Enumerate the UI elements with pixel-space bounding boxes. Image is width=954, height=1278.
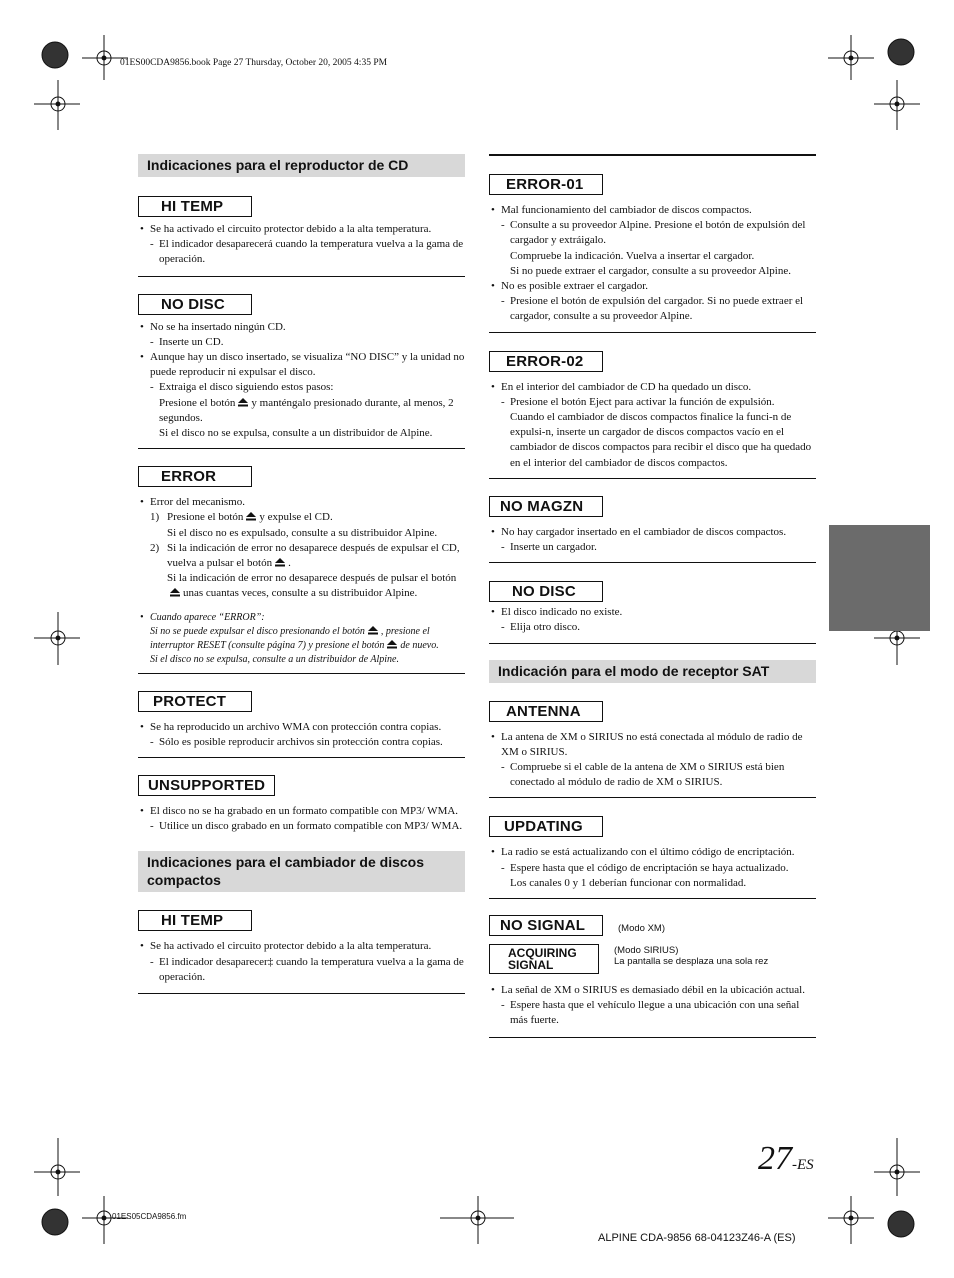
nosignal-dash: - Espere hasta que el vehículo llegue a una ubicación con una señal más fuerte. <box>489 998 816 1028</box>
hitemp2-bullet: • Se ha activado el circuito protector debido a la alta temperatura. <box>138 939 465 954</box>
nodisc2-label: NO DISC <box>489 581 603 602</box>
section-title-sat-receiver: Indicación para el modo de receptor SAT <box>489 660 816 683</box>
nomagzn-label: NO MAGZN <box>489 496 603 517</box>
section-title-cd-player: Indicaciones para el reproductor de CD <box>138 154 465 177</box>
eject-icon <box>387 640 397 649</box>
hitemp-section <box>138 196 465 268</box>
divider <box>489 797 816 798</box>
error-section <box>138 466 465 666</box>
error-note-1: Si no se puede expulsar el disco presionando el botón , presione el interruptor RESET (consulte página 7) y presione el botón de nuevo. <box>150 625 439 651</box>
footer-file: 01ES05CDA9856.fm <box>112 1212 187 1221</box>
nodisc-label: NO DISC <box>138 294 252 315</box>
scroll-caption: La pantalla se desplaza una sola rez <box>614 956 769 968</box>
unsupported-section <box>138 775 465 834</box>
error01-dash-1c: Si no puede extraer el cargador, consulte a su proveedor Alpine. <box>510 264 791 277</box>
nodisc-dash-1: - Inserte un CD. <box>138 335 465 350</box>
protect-section <box>138 691 465 750</box>
error01-bullet-2: • No es posible extraer el cargador. <box>489 279 816 294</box>
nodisc2-section <box>489 581 816 635</box>
error01-bullet-1: • Mal funcionamiento del cambiador de discos compactos. <box>489 203 816 218</box>
error01-dash-1b: Compruebe la indicación. Vuelva a insertar el cargador. <box>510 249 755 262</box>
nomagzn-section <box>489 496 816 555</box>
nodisc-step-a: Presione el botón y manténgalo presionado durante, al menos, 2 segundos. <box>159 396 454 424</box>
error-step-1: 1) Presione el botón y expulse el CD. <box>150 511 333 524</box>
error-bullet: • Error del mecanismo. <box>138 495 465 510</box>
error-step-2b: Si la indicación de error no desaparece después de pulsar el botónunas cuantas veces, consulte a su distribuidor Alpine. <box>167 572 457 600</box>
error02-dash: - Presione el botón Eject para activar la función de expulsión. <box>489 395 816 410</box>
divider <box>489 478 816 479</box>
updating-section <box>489 816 816 891</box>
hitemp2-label: HI TEMP <box>138 910 252 931</box>
nodisc-bullet-2: • Aunque hay un disco insertado, se visualiza “NO DISC” y la unidad no puede reproducir ni expulsar el disco. <box>138 350 465 380</box>
error02-dash-b: Cuando el cambiador de discos compactos finalice la funci-n de expulsi-n, inserte un cargador de discos compactos vacío en el cambiador de discos compactos para recibir el disco que ha quedado en el interior del cambiador de discos compactos. <box>510 411 812 469</box>
nomagzn-dash: - Inserte un cargador. <box>489 540 816 555</box>
error-note-2: Si el disco no se expulsa, consulte a un distribuidor de Alpine. <box>150 653 399 665</box>
divider <box>138 448 465 449</box>
nosignal-label: NO SIGNAL <box>489 915 603 936</box>
unsupported-bullet: • El disco no se ha grabado en un formato compatible con MP3/ WMA. <box>138 804 465 819</box>
eject-icon <box>368 626 378 635</box>
section-side-tab <box>829 525 930 631</box>
divider <box>489 898 816 899</box>
protect-dash: - Sólo es posible reproducir archivos sin protección contra copias. <box>138 735 465 750</box>
nodisc-bullet-1: • No se ha insertado ningún CD. <box>138 320 465 335</box>
error02-label: ERROR-02 <box>489 351 603 372</box>
hitemp2-dash: - El indicador desaparecer‡ cuando la temperatura vuelva a la gama de operación. <box>138 955 465 985</box>
footer-model: ALPINE CDA-9856 68-04123Z46-A (ES) <box>598 1232 796 1244</box>
error-label: ERROR <box>138 466 252 487</box>
error01-dash-1: - Consulte a su proveedor Alpine. Presione el botón de expulsión del cargador y extráigalo. <box>489 218 816 248</box>
updating-dash-b: Los canales 0 y 1 deberían funcionar con normalidad. <box>510 876 747 889</box>
nomagzn-bullet: • No hay cargador insertado en el cambiador de discos compactos. <box>489 525 816 540</box>
updating-label: UPDATING <box>489 816 603 837</box>
eject-icon <box>246 512 256 521</box>
hitemp-dash: - El indicador desaparecerá cuando la temperatura vuelva a la gama de operación. <box>138 237 465 267</box>
nosignal-bullet: • La señal de XM o SIRIUS es demasiado débil en la ubicación actual. <box>489 983 816 998</box>
error01-dash-2: - Presione el botón de expulsión del cargador. Si no puede extraer el cargador, consulte a su proveedor Alpine. <box>489 294 816 324</box>
hitemp2-section <box>138 910 465 985</box>
left-column <box>138 154 465 994</box>
antenna-label: ANTENNA <box>489 701 603 722</box>
right-column <box>489 154 816 1038</box>
nodisc-step-b: Si el disco no se expulsa, consulte a un distribuidor de Alpine. <box>159 427 433 440</box>
divider <box>489 562 816 563</box>
antenna-section <box>489 701 816 791</box>
error01-label: ERROR-01 <box>489 174 603 195</box>
nodisc2-bullet: • El disco indicado no existe. <box>489 605 816 620</box>
hitemp-bullet: • Se ha activado el circuito protector debido a la alta temperatura. <box>138 222 465 237</box>
error-step-2: 2) Si la indicación de error no desaparece después de expulsar el CD, vuelva a pulsar el botón . <box>150 541 460 570</box>
file-info-header: 01ES00CDA9856.book Page 27 Thursday, October 20, 2005 4:35 PM <box>120 58 388 68</box>
divider <box>138 757 465 758</box>
antenna-bullet: • La antena de XM o SIRIUS no está conectada al módulo de radio de XM o SIRIUS. <box>489 730 816 760</box>
updating-dash: - Espere hasta que el código de encriptación se haya actualizado. <box>489 861 816 876</box>
error02-section <box>489 351 816 471</box>
page-number: 27-ES <box>758 1140 814 1177</box>
error01-section <box>489 174 816 325</box>
error-step-1b: Si el disco no es expulsado, consulte a su distribuidor Alpine. <box>167 526 438 539</box>
error-note-title: • Cuando aparece “ERROR”: <box>138 611 465 625</box>
divider <box>138 993 465 994</box>
nosignal-section <box>489 915 816 1029</box>
nodisc-section <box>138 294 465 442</box>
divider <box>489 643 816 644</box>
nodisc2-dash: - Elija otro disco. <box>489 620 816 635</box>
updating-bullet: • La radio se está actualizando con el último código de encriptación. <box>489 845 816 860</box>
nodisc-dash-2: - Extraiga el disco siguiendo estos pasos: <box>138 380 465 395</box>
unsupported-dash: - Utilice un disco grabado en un formato compatible con MP3/ WMA. <box>138 819 465 834</box>
eject-icon <box>275 558 285 567</box>
divider <box>489 332 816 333</box>
antenna-dash: - Compruebe si el cable de la antena de XM o SIRIUS está bien conectado al módulo de radio de XM o SIRIUS. <box>489 760 816 790</box>
error02-bullet: • En el interior del cambiador de CD ha quedado un disco. <box>489 380 816 395</box>
protect-label: PROTECT <box>138 691 252 712</box>
top-rule <box>489 154 816 156</box>
divider <box>489 1037 816 1038</box>
xm-mode-caption: (Modo XM) <box>618 923 665 935</box>
unsupported-label: UNSUPPORTED <box>138 775 275 796</box>
eject-icon <box>170 588 180 597</box>
hitemp-label: HI TEMP <box>138 196 252 217</box>
divider <box>138 673 465 674</box>
section-title-cd-changer: Indicaciones para el cambiador de discos compactos <box>138 851 465 892</box>
protect-bullet: • Se ha reproducido un archivo WMA con protección contra copias. <box>138 720 465 735</box>
sirius-mode-caption: (Modo SIRIUS) <box>614 945 679 957</box>
acquiring-signal-label: ACQUIRING SIGNAL <box>489 944 599 974</box>
divider <box>138 276 465 277</box>
eject-icon <box>238 398 248 407</box>
